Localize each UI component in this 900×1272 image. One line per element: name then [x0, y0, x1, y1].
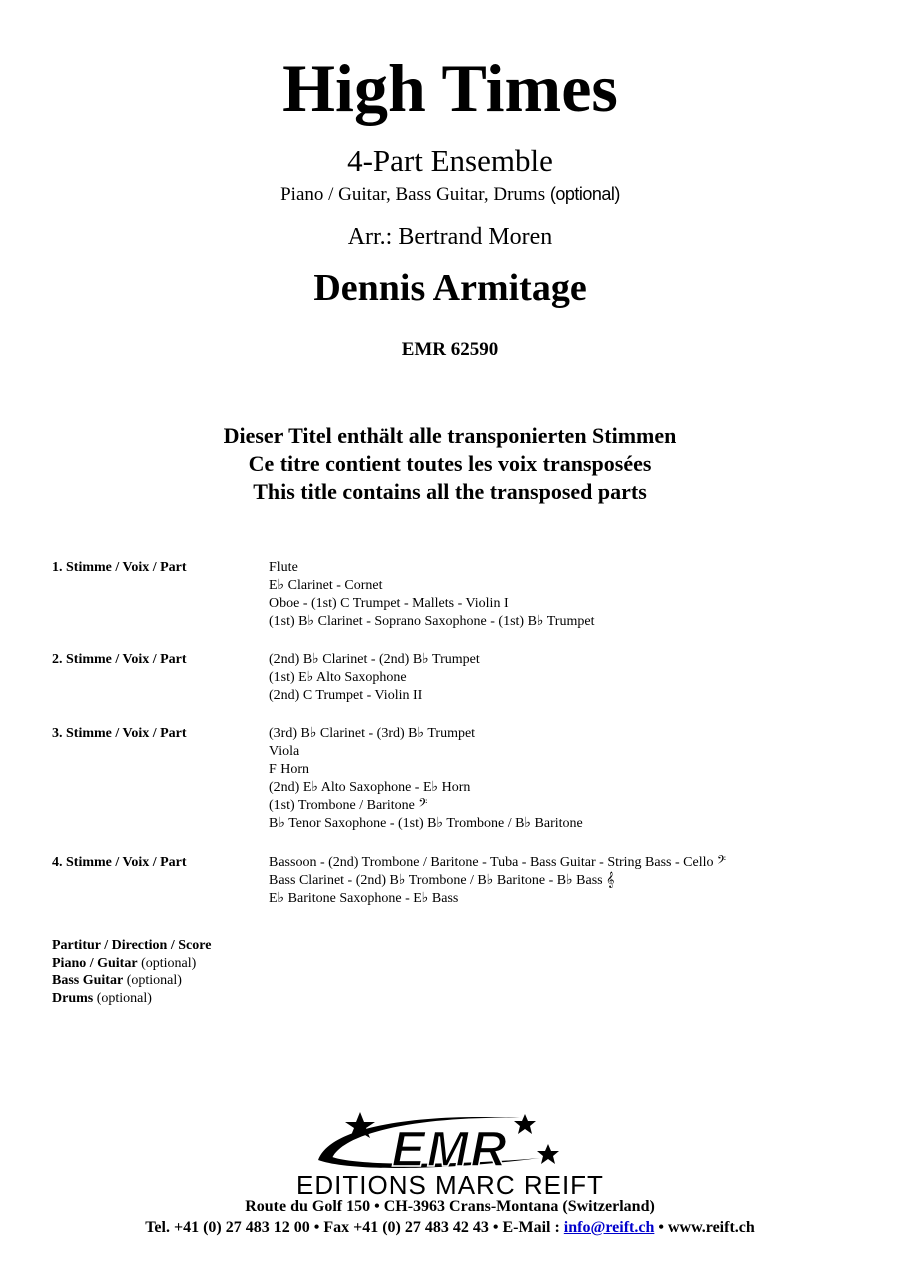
- catalog-number: EMR 62590: [401, 339, 499, 360]
- extra-note: (optional): [96, 990, 152, 1006]
- score-and-optional-parts: [52, 937, 211, 1007]
- transposition-notice: [0, 422, 900, 506]
- part-instrument-list: [269, 725, 583, 833]
- publisher-name: EDITIONS MARC REIFT: [296, 1170, 604, 1198]
- composer: Dennis Armitage: [313, 267, 587, 309]
- notice-french: Ce titre contient toutes les voix transposées: [248, 451, 652, 476]
- part-instrument-list: [269, 854, 726, 908]
- notice-german: Dieser Titel enthält alle transponierten Stimmen: [223, 423, 677, 448]
- arranger: Arr.: Bertrand Moren: [347, 224, 553, 250]
- contact-phone-fax: Tel. +41 (0) 27 483 12 00 • Fax +41 (0) 27 483 42 43 • E-Mail :: [145, 1219, 564, 1236]
- publisher-address: Route du Golf 150 • CH-3963 Crans-Montana (Switzerland): [245, 1198, 655, 1215]
- extra-name: Bass Guitar: [52, 973, 124, 988]
- notice-english: This title contains all the transposed parts: [253, 479, 647, 504]
- instrument-line: (1st) Trombone / Baritone 𝄢: [269, 798, 428, 813]
- instrument-line: B♭ Tenor Saxophone - (1st) B♭ Trombone / B♭ Baritone: [269, 816, 583, 831]
- ensemble-subtitle: 4-Part Ensemble: [347, 143, 553, 178]
- logo-emr-text: EMR: [391, 1121, 509, 1177]
- instrument-line: Bass Clarinet - (2nd) B♭ Trombone / B♭ Baritone - B♭ Bass 𝄞: [269, 873, 615, 888]
- instrument-line: (2nd) B♭ Clarinet - (2nd) B♭ Trumpet: [269, 652, 480, 667]
- instrument-line: (3rd) B♭ Clarinet - (3rd) B♭ Trumpet: [269, 726, 476, 741]
- instrument-line: (2nd) E♭ Alto Saxophone - E♭ Horn: [269, 780, 471, 795]
- extra-note: (optional): [141, 955, 197, 971]
- instrument-line: F Horn: [269, 762, 310, 777]
- instrument-line: Viola: [269, 744, 300, 759]
- email-link[interactable]: info@reift.ch: [563, 1219, 655, 1236]
- instrument-line: Bassoon - (2nd) Trombone / Baritone - Tuba - Bass Guitar - String Bass - Cello 𝄢: [269, 855, 726, 870]
- instrument-line: Oboe - (1st) C Trumpet - Mallets - Violin I: [269, 596, 509, 611]
- instrument-line: E♭ Clarinet - Cornet: [269, 578, 383, 593]
- publisher-logo: [0, 1108, 900, 1198]
- extra-piano-guitar: [52, 955, 211, 973]
- extra-name: Drums: [52, 990, 94, 1006]
- part-instrument-list: [269, 651, 480, 705]
- shooting-stars-logo-icon: [0, 1108, 900, 1198]
- extra-drums: [52, 990, 211, 1008]
- part-label: 1. Stimme / Voix / Part: [52, 560, 187, 575]
- instrument-line: (1st) B♭ Clarinet - Soprano Saxophone - (1st) B♭ Trumpet: [269, 614, 595, 629]
- instrumentation-optional: (optional): [549, 184, 620, 204]
- extra-score: [52, 937, 211, 955]
- instrument-line: (2nd) C Trumpet - Violin II: [269, 688, 423, 703]
- part-label: 4. Stimme / Voix / Part: [52, 855, 187, 870]
- publisher-contact: [0, 1218, 900, 1238]
- instrument-line: Flute: [269, 560, 298, 575]
- page-title: High Times: [282, 50, 618, 126]
- part-label: 2. Stimme / Voix / Part: [52, 652, 187, 667]
- part-instrument-list: [269, 559, 594, 631]
- extra-name: Partitur / Direction / Score: [52, 938, 212, 953]
- instrument-line: E♭ Baritone Saxophone - E♭ Bass: [269, 891, 459, 906]
- instrumentation-line: [0, 182, 900, 207]
- website: • www.reift.ch: [654, 1219, 755, 1236]
- instrument-line: (1st) E♭ Alto Saxophone: [269, 670, 407, 685]
- extra-bass-guitar: [52, 972, 211, 990]
- part-label: 3. Stimme / Voix / Part: [52, 726, 187, 741]
- extra-name: Piano / Guitar: [52, 955, 138, 971]
- instrumentation-text: Piano / Guitar, Bass Guitar, Drums: [280, 184, 546, 205]
- extra-note: (optional): [126, 973, 182, 988]
